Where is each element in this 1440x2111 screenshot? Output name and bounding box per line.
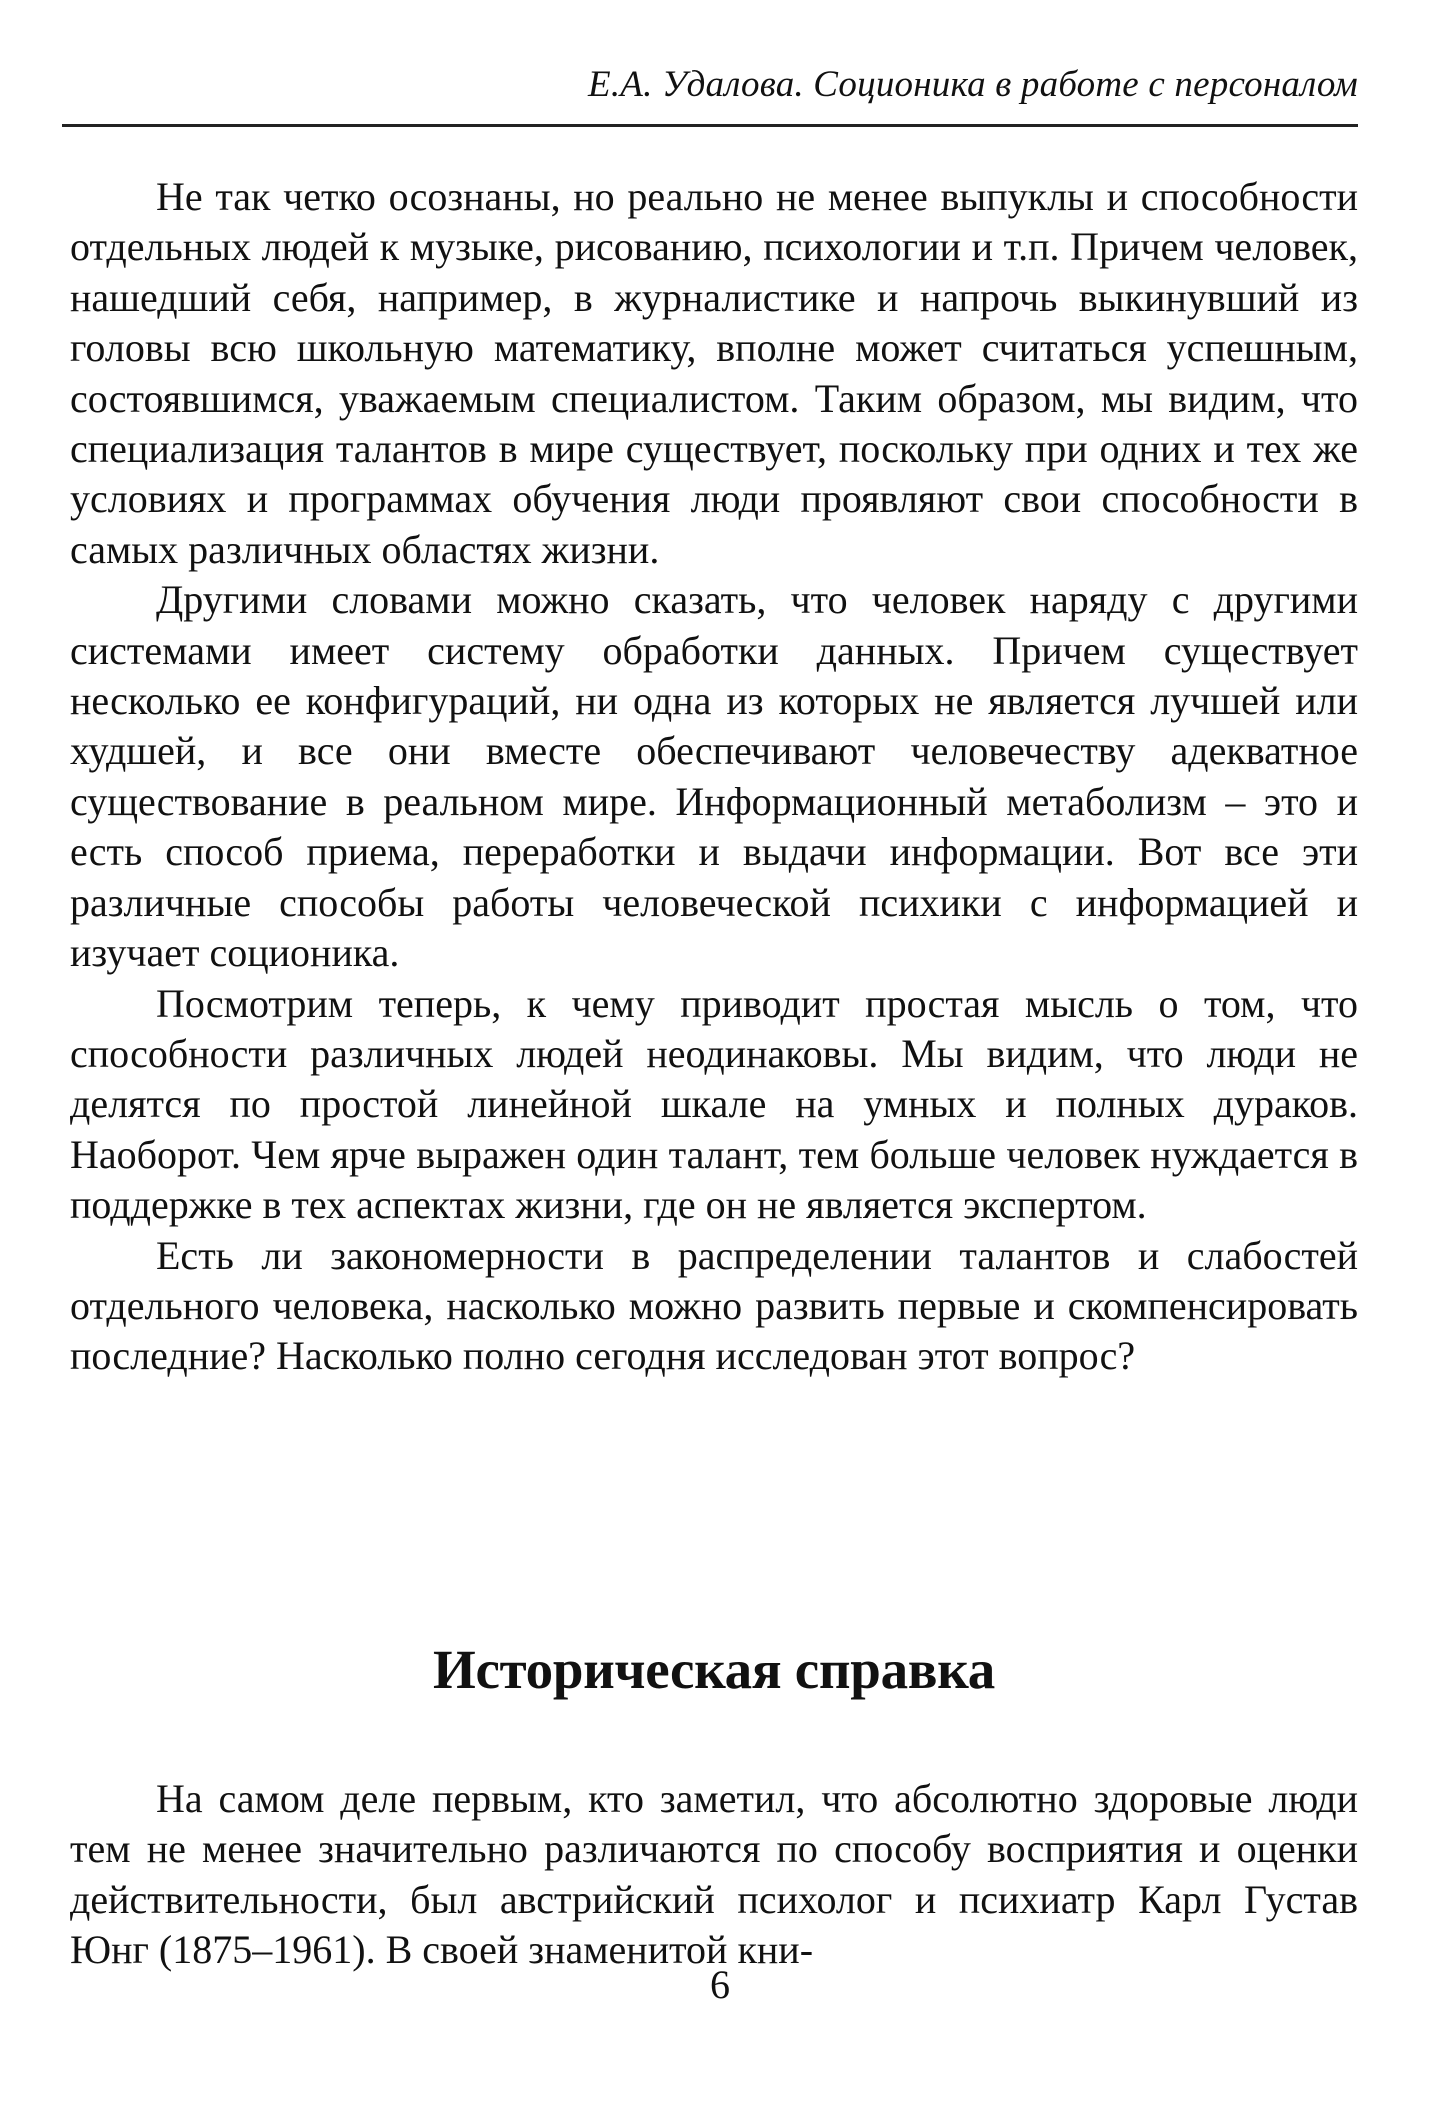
section-paragraph-1: На самом деле первым, кто заметил, что абсолютно здоровые люди тем не менее значительно различаются по способу восприятия и оценки действительности, был австрийский психолог и психиатр Карл Густав Юнг (1875–1961). В своей знаменитой кни- (70, 1776, 1358, 1973)
body-text (70, 172, 1358, 1382)
page-number: 6 (710, 1962, 730, 2007)
section-title: Историческая справка (433, 1639, 995, 1700)
paragraph-1: Не так четко осознаны, но реально не менее выпуклы и способности отдельных людей к музыке, рисованию, психологии и т.п. Причем человек, нашедший себя, например, в журналистике и напрочь выкинувший из головы всю школьную математику, вполне может считаться успешным, состоявшимся, уважаемым специалистом. Таким образом, мы видим, что специализация талантов в мире существует, поскольку при одних и тех же условиях и программах обучения люди проявляют свои способности в самых различных областях жизни. (70, 174, 1358, 572)
running-header: Е.А. Удалова. Соционика в работе с персоналом (62, 60, 1358, 127)
paragraph-2: Другими словами можно сказать, что человек наряду с другими системами имеет систему обработки данных. Причем существует несколько ее конфигураций, ни одна из которых не является лучшей или худшей, и все они вместе обеспечивают человечеству адекватное существование в реальном мире. Информационный метаболизм – это и есть способ приема, переработки и выдачи информации. Вот все эти различные способы работы человеческой психики с информацией и изучает соционика. (70, 577, 1358, 976)
section-text (70, 1774, 1358, 1976)
paragraph-3: Посмотрим теперь, к чему приводит простая мысль о том, что способности различных людей неодинаковы. Мы видим, что люди не делятся по простой линейной шкале на умных и полных дураков. Наоборот. Чем ярче выражен один талант, тем больше человек нуждается в поддержке в тех аспектах жизни, где он не является экспертом. (70, 980, 1358, 1228)
paragraph-4: Есть ли закономерности в распределении талантов и слабостей отдельного человека, насколько можно развить первые и скомпенсировать последние? Насколько полно сегодня исследован этот вопрос? (70, 1232, 1358, 1379)
